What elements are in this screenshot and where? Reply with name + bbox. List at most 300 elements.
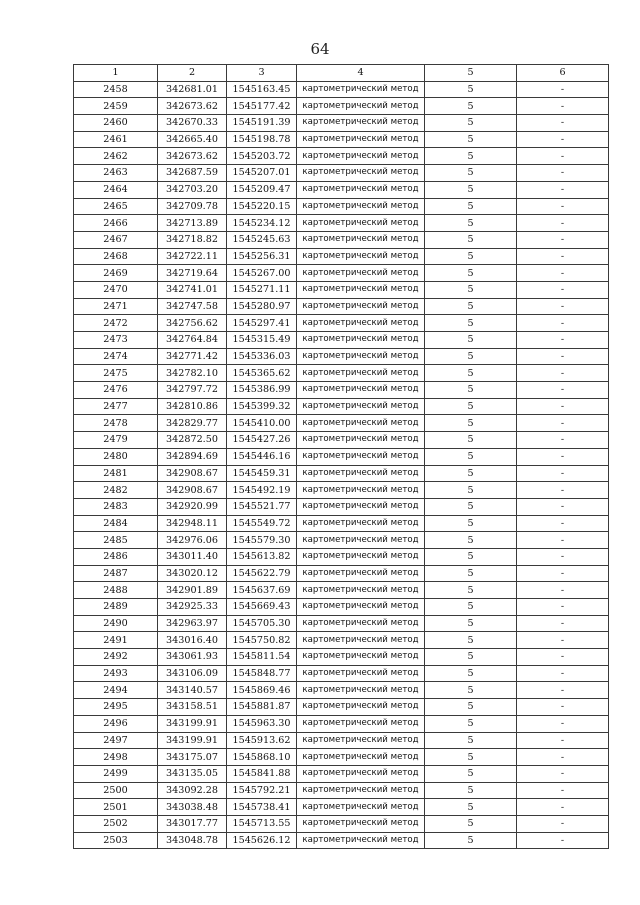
note-cell: - bbox=[517, 115, 609, 132]
accuracy-cell: 5 bbox=[425, 265, 517, 282]
point-number-cell: 2500 bbox=[74, 782, 158, 799]
y-coordinate-cell: 1545198.78 bbox=[227, 131, 297, 148]
method-cell: картометрический метод bbox=[297, 799, 425, 816]
note-cell: - bbox=[517, 582, 609, 599]
method-cell: картометрический метод bbox=[297, 281, 425, 298]
point-number-cell: 2466 bbox=[74, 215, 158, 232]
y-coordinate-cell: 1545913.62 bbox=[227, 732, 297, 749]
accuracy-cell: 5 bbox=[425, 365, 517, 382]
page-number: 64 bbox=[310, 40, 330, 58]
table-row bbox=[74, 81, 609, 98]
accuracy-cell: 5 bbox=[425, 649, 517, 666]
accuracy-cell: 5 bbox=[425, 215, 517, 232]
accuracy-cell: 5 bbox=[425, 548, 517, 565]
method-cell: картометрический метод bbox=[297, 498, 425, 515]
accuracy-cell: 5 bbox=[425, 198, 517, 215]
note-cell: - bbox=[517, 131, 609, 148]
y-coordinate-cell: 1545410.00 bbox=[227, 415, 297, 432]
table-row bbox=[74, 348, 609, 365]
note-cell: - bbox=[517, 165, 609, 182]
note-cell: - bbox=[517, 465, 609, 482]
accuracy-cell: 5 bbox=[425, 532, 517, 549]
accuracy-cell: 5 bbox=[425, 382, 517, 399]
method-cell: картометрический метод bbox=[297, 615, 425, 632]
note-cell: - bbox=[517, 332, 609, 349]
note-cell: - bbox=[517, 448, 609, 465]
accuracy-cell: 5 bbox=[425, 248, 517, 265]
table-row bbox=[74, 165, 609, 182]
table-row bbox=[74, 565, 609, 582]
table-row bbox=[74, 632, 609, 649]
table-row bbox=[74, 548, 609, 565]
table-row bbox=[74, 98, 609, 115]
column-header-5: 5 bbox=[425, 65, 517, 82]
x-coordinate-cell: 342722.11 bbox=[158, 248, 227, 265]
y-coordinate-cell: 1545549.72 bbox=[227, 515, 297, 532]
note-cell: - bbox=[517, 498, 609, 515]
table-row bbox=[74, 332, 609, 349]
x-coordinate-cell: 343020.12 bbox=[158, 565, 227, 582]
accuracy-cell: 5 bbox=[425, 565, 517, 582]
point-number-cell: 2481 bbox=[74, 465, 158, 482]
table-row bbox=[74, 315, 609, 332]
point-number-cell: 2490 bbox=[74, 615, 158, 632]
method-cell: картометрический метод bbox=[297, 398, 425, 415]
note-cell: - bbox=[517, 815, 609, 832]
column-header-4: 4 bbox=[297, 65, 425, 82]
method-cell: картометрический метод bbox=[297, 532, 425, 549]
table-row bbox=[74, 131, 609, 148]
table-row bbox=[74, 832, 609, 849]
table-row bbox=[74, 515, 609, 532]
y-coordinate-cell: 1545613.82 bbox=[227, 548, 297, 565]
y-coordinate-cell: 1545245.63 bbox=[227, 231, 297, 248]
method-cell: картометрический метод bbox=[297, 231, 425, 248]
table-row bbox=[74, 248, 609, 265]
note-cell: - bbox=[517, 398, 609, 415]
column-header-6: 6 bbox=[517, 65, 609, 82]
note-cell: - bbox=[517, 348, 609, 365]
method-cell: картометрический метод bbox=[297, 365, 425, 382]
x-coordinate-cell: 342764.84 bbox=[158, 332, 227, 349]
accuracy-cell: 5 bbox=[425, 732, 517, 749]
table-row bbox=[74, 532, 609, 549]
note-cell: - bbox=[517, 298, 609, 315]
y-coordinate-cell: 1545869.46 bbox=[227, 682, 297, 699]
note-cell: - bbox=[517, 315, 609, 332]
y-coordinate-cell: 1545163.45 bbox=[227, 81, 297, 98]
table-row bbox=[74, 365, 609, 382]
method-cell: картометрический метод bbox=[297, 599, 425, 616]
y-coordinate-cell: 1545399.32 bbox=[227, 398, 297, 415]
method-cell: картометрический метод bbox=[297, 782, 425, 799]
accuracy-cell: 5 bbox=[425, 348, 517, 365]
accuracy-cell: 5 bbox=[425, 632, 517, 649]
method-cell: картометрический метод bbox=[297, 632, 425, 649]
method-cell: картометрический метод bbox=[297, 448, 425, 465]
method-cell: картометрический метод bbox=[297, 832, 425, 849]
y-coordinate-cell: 1545848.77 bbox=[227, 665, 297, 682]
method-cell: картометрический метод bbox=[297, 315, 425, 332]
point-number-cell: 2469 bbox=[74, 265, 158, 282]
method-cell: картометрический метод bbox=[297, 548, 425, 565]
method-cell: картометрический метод bbox=[297, 181, 425, 198]
y-coordinate-cell: 1545220.15 bbox=[227, 198, 297, 215]
note-cell: - bbox=[517, 548, 609, 565]
point-number-cell: 2465 bbox=[74, 198, 158, 215]
method-cell: картометрический метод bbox=[297, 332, 425, 349]
point-number-cell: 2480 bbox=[74, 448, 158, 465]
method-cell: картометрический метод bbox=[297, 749, 425, 766]
table-body bbox=[74, 81, 609, 849]
accuracy-cell: 5 bbox=[425, 165, 517, 182]
accuracy-cell: 5 bbox=[425, 81, 517, 98]
y-coordinate-cell: 1545738.41 bbox=[227, 799, 297, 816]
column-header-2: 2 bbox=[158, 65, 227, 82]
accuracy-cell: 5 bbox=[425, 765, 517, 782]
method-cell: картометрический метод bbox=[297, 815, 425, 832]
table-row bbox=[74, 198, 609, 215]
table-row bbox=[74, 415, 609, 432]
table-row bbox=[74, 148, 609, 165]
x-coordinate-cell: 342687.59 bbox=[158, 165, 227, 182]
point-number-cell: 2499 bbox=[74, 765, 158, 782]
note-cell: - bbox=[517, 215, 609, 232]
x-coordinate-cell: 342665.40 bbox=[158, 131, 227, 148]
point-number-cell: 2463 bbox=[74, 165, 158, 182]
accuracy-cell: 5 bbox=[425, 281, 517, 298]
accuracy-cell: 5 bbox=[425, 799, 517, 816]
x-coordinate-cell: 342797.72 bbox=[158, 382, 227, 399]
accuracy-cell: 5 bbox=[425, 599, 517, 616]
note-cell: - bbox=[517, 682, 609, 699]
table-row bbox=[74, 732, 609, 749]
x-coordinate-cell: 342741.01 bbox=[158, 281, 227, 298]
accuracy-cell: 5 bbox=[425, 498, 517, 515]
accuracy-cell: 5 bbox=[425, 665, 517, 682]
note-cell: - bbox=[517, 649, 609, 666]
x-coordinate-cell: 342681.01 bbox=[158, 81, 227, 98]
accuracy-cell: 5 bbox=[425, 482, 517, 499]
point-number-cell: 2484 bbox=[74, 515, 158, 532]
point-number-cell: 2470 bbox=[74, 281, 158, 298]
x-coordinate-cell: 343092.28 bbox=[158, 782, 227, 799]
point-number-cell: 2464 bbox=[74, 181, 158, 198]
accuracy-cell: 5 bbox=[425, 181, 517, 198]
note-cell: - bbox=[517, 198, 609, 215]
accuracy-cell: 5 bbox=[425, 148, 517, 165]
accuracy-cell: 5 bbox=[425, 465, 517, 482]
y-coordinate-cell: 1545446.16 bbox=[227, 448, 297, 465]
y-coordinate-cell: 1545459.31 bbox=[227, 465, 297, 482]
note-cell: - bbox=[517, 765, 609, 782]
x-coordinate-cell: 342673.62 bbox=[158, 98, 227, 115]
y-coordinate-cell: 1545579.30 bbox=[227, 532, 297, 549]
point-number-cell: 2468 bbox=[74, 248, 158, 265]
x-coordinate-cell: 342771.42 bbox=[158, 348, 227, 365]
table-row bbox=[74, 799, 609, 816]
note-cell: - bbox=[517, 515, 609, 532]
note-cell: - bbox=[517, 482, 609, 499]
point-number-cell: 2485 bbox=[74, 532, 158, 549]
y-coordinate-cell: 1545256.31 bbox=[227, 248, 297, 265]
column-header-1: 1 bbox=[74, 65, 158, 82]
x-coordinate-cell: 342719.64 bbox=[158, 265, 227, 282]
x-coordinate-cell: 343158.51 bbox=[158, 699, 227, 716]
accuracy-cell: 5 bbox=[425, 815, 517, 832]
table-row bbox=[74, 765, 609, 782]
table-row bbox=[74, 599, 609, 616]
point-number-cell: 2473 bbox=[74, 332, 158, 349]
method-cell: картометрический метод bbox=[297, 131, 425, 148]
table-row bbox=[74, 281, 609, 298]
note-cell: - bbox=[517, 699, 609, 716]
note-cell: - bbox=[517, 532, 609, 549]
table-row bbox=[74, 665, 609, 682]
y-coordinate-cell: 1545267.00 bbox=[227, 265, 297, 282]
point-number-cell: 2462 bbox=[74, 148, 158, 165]
x-coordinate-cell: 342713.89 bbox=[158, 215, 227, 232]
table-row bbox=[74, 215, 609, 232]
point-number-cell: 2495 bbox=[74, 699, 158, 716]
point-number-cell: 2494 bbox=[74, 682, 158, 699]
method-cell: картометрический метод bbox=[297, 732, 425, 749]
accuracy-cell: 5 bbox=[425, 131, 517, 148]
table-row bbox=[74, 699, 609, 716]
table-row bbox=[74, 448, 609, 465]
y-coordinate-cell: 1545203.72 bbox=[227, 148, 297, 165]
x-coordinate-cell: 342872.50 bbox=[158, 432, 227, 449]
y-coordinate-cell: 1545750.82 bbox=[227, 632, 297, 649]
accuracy-cell: 5 bbox=[425, 332, 517, 349]
y-coordinate-cell: 1545622.79 bbox=[227, 565, 297, 582]
note-cell: - bbox=[517, 615, 609, 632]
method-cell: картометрический метод bbox=[297, 649, 425, 666]
y-coordinate-cell: 1545963.30 bbox=[227, 715, 297, 732]
accuracy-cell: 5 bbox=[425, 582, 517, 599]
method-cell: картометрический метод bbox=[297, 665, 425, 682]
method-cell: картометрический метод bbox=[297, 198, 425, 215]
x-coordinate-cell: 343017.77 bbox=[158, 815, 227, 832]
table-row bbox=[74, 432, 609, 449]
note-cell: - bbox=[517, 749, 609, 766]
accuracy-cell: 5 bbox=[425, 315, 517, 332]
accuracy-cell: 5 bbox=[425, 832, 517, 849]
point-number-cell: 2476 bbox=[74, 382, 158, 399]
y-coordinate-cell: 1545280.97 bbox=[227, 298, 297, 315]
y-coordinate-cell: 1545669.43 bbox=[227, 599, 297, 616]
note-cell: - bbox=[517, 732, 609, 749]
x-coordinate-cell: 342703.20 bbox=[158, 181, 227, 198]
accuracy-cell: 5 bbox=[425, 231, 517, 248]
y-coordinate-cell: 1545626.12 bbox=[227, 832, 297, 849]
table-row bbox=[74, 615, 609, 632]
table-row bbox=[74, 498, 609, 515]
table-row bbox=[74, 382, 609, 399]
x-coordinate-cell: 343199.91 bbox=[158, 732, 227, 749]
note-cell: - bbox=[517, 265, 609, 282]
y-coordinate-cell: 1545637.69 bbox=[227, 582, 297, 599]
method-cell: картометрический метод bbox=[297, 81, 425, 98]
point-number-cell: 2478 bbox=[74, 415, 158, 432]
point-number-cell: 2488 bbox=[74, 582, 158, 599]
note-cell: - bbox=[517, 382, 609, 399]
x-coordinate-cell: 342920.99 bbox=[158, 498, 227, 515]
y-coordinate-cell: 1545427.26 bbox=[227, 432, 297, 449]
method-cell: картометрический метод bbox=[297, 415, 425, 432]
y-coordinate-cell: 1545868.10 bbox=[227, 749, 297, 766]
table-header-row bbox=[74, 65, 609, 82]
point-number-cell: 2460 bbox=[74, 115, 158, 132]
x-coordinate-cell: 342894.69 bbox=[158, 448, 227, 465]
y-coordinate-cell: 1545705.30 bbox=[227, 615, 297, 632]
point-number-cell: 2498 bbox=[74, 749, 158, 766]
table-row bbox=[74, 682, 609, 699]
note-cell: - bbox=[517, 832, 609, 849]
note-cell: - bbox=[517, 715, 609, 732]
accuracy-cell: 5 bbox=[425, 615, 517, 632]
x-coordinate-cell: 342901.89 bbox=[158, 582, 227, 599]
x-coordinate-cell: 343135.05 bbox=[158, 765, 227, 782]
accuracy-cell: 5 bbox=[425, 782, 517, 799]
accuracy-cell: 5 bbox=[425, 699, 517, 716]
point-number-cell: 2474 bbox=[74, 348, 158, 365]
y-coordinate-cell: 1545297.41 bbox=[227, 315, 297, 332]
method-cell: картометрический метод bbox=[297, 565, 425, 582]
method-cell: картометрический метод bbox=[297, 682, 425, 699]
method-cell: картометрический метод bbox=[297, 699, 425, 716]
table-row bbox=[74, 482, 609, 499]
y-coordinate-cell: 1545209.47 bbox=[227, 181, 297, 198]
y-coordinate-cell: 1545177.42 bbox=[227, 98, 297, 115]
note-cell: - bbox=[517, 782, 609, 799]
x-coordinate-cell: 342670.33 bbox=[158, 115, 227, 132]
accuracy-cell: 5 bbox=[425, 749, 517, 766]
x-coordinate-cell: 342908.67 bbox=[158, 482, 227, 499]
note-cell: - bbox=[517, 98, 609, 115]
point-number-cell: 2471 bbox=[74, 298, 158, 315]
y-coordinate-cell: 1545386.99 bbox=[227, 382, 297, 399]
point-number-cell: 2487 bbox=[74, 565, 158, 582]
note-cell: - bbox=[517, 365, 609, 382]
note-cell: - bbox=[517, 599, 609, 616]
note-cell: - bbox=[517, 415, 609, 432]
y-coordinate-cell: 1545191.39 bbox=[227, 115, 297, 132]
y-coordinate-cell: 1545336.03 bbox=[227, 348, 297, 365]
accuracy-cell: 5 bbox=[425, 298, 517, 315]
method-cell: картометрический метод bbox=[297, 115, 425, 132]
table-row bbox=[74, 231, 609, 248]
note-cell: - bbox=[517, 81, 609, 98]
method-cell: картометрический метод bbox=[297, 465, 425, 482]
y-coordinate-cell: 1545841.88 bbox=[227, 765, 297, 782]
point-number-cell: 2489 bbox=[74, 599, 158, 616]
point-number-cell: 2461 bbox=[74, 131, 158, 148]
x-coordinate-cell: 343016.40 bbox=[158, 632, 227, 649]
table-row bbox=[74, 181, 609, 198]
method-cell: картометрический метод bbox=[297, 348, 425, 365]
accuracy-cell: 5 bbox=[425, 715, 517, 732]
method-cell: картометрический метод bbox=[297, 765, 425, 782]
table-row bbox=[74, 115, 609, 132]
table-row bbox=[74, 749, 609, 766]
y-coordinate-cell: 1545881.87 bbox=[227, 699, 297, 716]
point-number-cell: 2467 bbox=[74, 231, 158, 248]
point-number-cell: 2475 bbox=[74, 365, 158, 382]
note-cell: - bbox=[517, 632, 609, 649]
y-coordinate-cell: 1545792.21 bbox=[227, 782, 297, 799]
x-coordinate-cell: 342709.78 bbox=[158, 198, 227, 215]
x-coordinate-cell: 342829.77 bbox=[158, 415, 227, 432]
note-cell: - bbox=[517, 181, 609, 198]
x-coordinate-cell: 342747.58 bbox=[158, 298, 227, 315]
coordinates-table bbox=[73, 64, 609, 849]
method-cell: картометрический метод bbox=[297, 148, 425, 165]
point-number-cell: 2502 bbox=[74, 815, 158, 832]
point-number-cell: 2496 bbox=[74, 715, 158, 732]
method-cell: картометрический метод bbox=[297, 382, 425, 399]
x-coordinate-cell: 342756.62 bbox=[158, 315, 227, 332]
note-cell: - bbox=[517, 665, 609, 682]
point-number-cell: 2459 bbox=[74, 98, 158, 115]
x-coordinate-cell: 342718.82 bbox=[158, 231, 227, 248]
method-cell: картометрический метод bbox=[297, 715, 425, 732]
point-number-cell: 2501 bbox=[74, 799, 158, 816]
note-cell: - bbox=[517, 432, 609, 449]
y-coordinate-cell: 1545234.12 bbox=[227, 215, 297, 232]
accuracy-cell: 5 bbox=[425, 398, 517, 415]
x-coordinate-cell: 342925.33 bbox=[158, 599, 227, 616]
point-number-cell: 2486 bbox=[74, 548, 158, 565]
note-cell: - bbox=[517, 799, 609, 816]
x-coordinate-cell: 342673.62 bbox=[158, 148, 227, 165]
method-cell: картометрический метод bbox=[297, 582, 425, 599]
accuracy-cell: 5 bbox=[425, 448, 517, 465]
table-row bbox=[74, 782, 609, 799]
method-cell: картометрический метод bbox=[297, 432, 425, 449]
x-coordinate-cell: 342948.11 bbox=[158, 515, 227, 532]
method-cell: картометрический метод bbox=[297, 98, 425, 115]
x-coordinate-cell: 342976.06 bbox=[158, 532, 227, 549]
accuracy-cell: 5 bbox=[425, 115, 517, 132]
x-coordinate-cell: 343106.09 bbox=[158, 665, 227, 682]
point-number-cell: 2477 bbox=[74, 398, 158, 415]
note-cell: - bbox=[517, 281, 609, 298]
method-cell: картометрический метод bbox=[297, 265, 425, 282]
accuracy-cell: 5 bbox=[425, 515, 517, 532]
accuracy-cell: 5 bbox=[425, 415, 517, 432]
table-row bbox=[74, 815, 609, 832]
table-row bbox=[74, 298, 609, 315]
x-coordinate-cell: 343061.93 bbox=[158, 649, 227, 666]
note-cell: - bbox=[517, 231, 609, 248]
point-number-cell: 2479 bbox=[74, 432, 158, 449]
table-row bbox=[74, 582, 609, 599]
table-row bbox=[74, 715, 609, 732]
y-coordinate-cell: 1545271.11 bbox=[227, 281, 297, 298]
y-coordinate-cell: 1545811.54 bbox=[227, 649, 297, 666]
table-row bbox=[74, 649, 609, 666]
accuracy-cell: 5 bbox=[425, 682, 517, 699]
point-number-cell: 2493 bbox=[74, 665, 158, 682]
table-row bbox=[74, 265, 609, 282]
method-cell: картометрический метод bbox=[297, 298, 425, 315]
table-row bbox=[74, 465, 609, 482]
point-number-cell: 2491 bbox=[74, 632, 158, 649]
method-cell: картометрический метод bbox=[297, 482, 425, 499]
y-coordinate-cell: 1545365.62 bbox=[227, 365, 297, 382]
x-coordinate-cell: 342810.86 bbox=[158, 398, 227, 415]
